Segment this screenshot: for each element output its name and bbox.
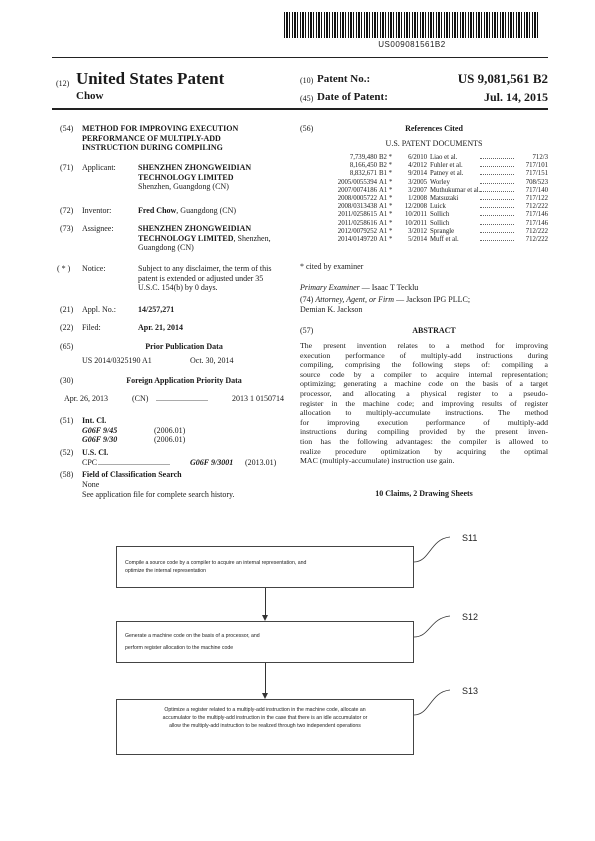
reference-class: 717/122 — [525, 195, 548, 202]
reference-number: 2007/0074186 — [337, 186, 377, 194]
foreign-priority-country: (CN) — [132, 394, 149, 403]
date-of-patent-label: Date of Patent: — [317, 91, 388, 103]
reference-class: 717/101 — [525, 162, 548, 170]
us-cl-label: U.S. Cl. — [82, 448, 109, 457]
reference-date: 1/2008 — [408, 195, 427, 202]
flow-step-leader — [410, 684, 470, 724]
flow-step-box — [116, 699, 414, 755]
tag-12: (12) — [56, 79, 70, 88]
reference-date: 3/2007 — [408, 186, 427, 194]
patent-no-label: Patent No.: — [317, 73, 371, 85]
abstract-line: realize procedure optimization by acquiring the optimal — [300, 446, 548, 456]
foreign-priority-date: Apr. 26, 2013 — [64, 394, 108, 403]
flow-step-text: Generate a machine code on the basis of a processor, and — [125, 633, 260, 639]
reference-class: 717/146 — [525, 219, 548, 227]
int-cl-label: Int. Cl. — [82, 416, 107, 425]
reference-leader — [480, 179, 514, 184]
int-cl-code: G06F 9/45 — [82, 426, 118, 435]
tag-73: (73) — [60, 224, 74, 233]
inventor-short-name: Chow — [76, 90, 104, 102]
patent-number: US 9,081,561 B2 — [457, 71, 548, 86]
inventor-value — [138, 206, 236, 216]
reference-kind: A1 * — [379, 178, 393, 186]
reference-leader — [480, 236, 514, 241]
abstract-line: optimizing; generating a machine code on the basis of a target — [300, 379, 548, 389]
reference-name: Sollich — [430, 219, 450, 227]
tag-65: (65) — [60, 342, 74, 351]
abstract-line: for improving execution performance of multiply-add — [300, 417, 548, 427]
abstract-line: processor, and allocating a physical register to a pseudo- — [300, 388, 548, 398]
flow-step-text: optimize the internal representation — [125, 568, 207, 574]
reference-row — [300, 211, 548, 219]
tag-21: (21) — [60, 305, 74, 314]
reference-date: 3/2005 — [408, 178, 427, 186]
abstract-line: instructions during compiling provided by the present inven- — [300, 427, 548, 437]
flow-step-text: perform register allocation to the machine code — [125, 645, 234, 651]
reference-kind: A1 * — [379, 219, 393, 227]
flow-step-text: Compile a source code by a compiler to acquire an internal representation, and — [125, 560, 307, 566]
date-of-patent: Jul. 14, 2015 — [483, 90, 548, 104]
field-of-search-label: Field of Classification Search — [82, 470, 182, 479]
int-cl-code: G06F 9/30 — [82, 435, 118, 444]
applicant-line: TECHNOLOGY LIMITED — [138, 172, 234, 182]
inventor-location: , Guangdong (CN) — [176, 206, 237, 215]
reference-kind: A1 * — [379, 186, 393, 194]
reference-number: 8,832,671 — [349, 170, 377, 178]
reference-name: Muff et al. — [430, 236, 459, 243]
tag-52: (52) — [60, 448, 74, 457]
notice-text: Subject to any disclaimer, the term of this patent is extended or adjusted under 35 U.S.C. 154(b) by 0 days. — [138, 264, 272, 292]
int-cl-version: (2006.01) — [154, 426, 186, 435]
flow-step-box — [116, 621, 414, 663]
tag-notice: ( * ) — [57, 264, 71, 273]
reference-leader — [480, 220, 514, 225]
flow-step-box — [116, 546, 414, 588]
abstract-text — [300, 341, 548, 466]
tag-51: (51) — [60, 416, 74, 425]
cpc-version: (2013.01) — [245, 458, 277, 467]
reference-name: Fuhler et al. — [430, 162, 463, 170]
attorney: (74) Attorney, Agent, or Firm — Jackson IPG PLLC; — [300, 295, 471, 304]
tag-54: (54) — [60, 124, 74, 133]
filed-value: Apr. 21, 2014 — [138, 323, 184, 332]
reference-kind: B2 * — [379, 162, 393, 170]
assignee-line: Guangdong (CN) — [138, 243, 194, 252]
reference-name: Sollich — [430, 211, 450, 219]
reference-name: Luick — [430, 203, 446, 211]
abstract-line: MAC (multiply-accumulate) instruction use gain. — [300, 456, 455, 466]
tag-58: (58) — [60, 470, 74, 479]
tag-71: (71) — [60, 163, 74, 172]
reference-leader — [480, 228, 514, 233]
reference-number: 7,739,480 — [349, 154, 377, 161]
foreign-priority-heading: Foreign Application Priority Data — [126, 376, 242, 385]
reference-class: 712/3 — [532, 154, 548, 161]
reference-leader — [480, 170, 514, 175]
invention-title-line: METHOD FOR IMPROVING EXECUTION — [82, 124, 239, 133]
reference-number: 2008/0005722 — [337, 195, 377, 202]
reference-date: 4/2012 — [408, 162, 427, 170]
reference-kind: A1 * — [379, 211, 393, 219]
invention-title-line: INSTRUCTION DURING COMPILING — [82, 143, 223, 152]
abstract-line: allocation to multiply-accumulate instructions. The method — [300, 408, 548, 418]
field-of-search-note: See application file for complete search history. — [82, 490, 235, 499]
reference-date: 10/2011 — [404, 211, 427, 219]
reference-kind: A1 * — [379, 203, 393, 211]
reference-class: 712/222 — [525, 203, 548, 211]
reference-row — [300, 203, 548, 211]
reference-leader — [480, 187, 514, 192]
barcode-number: US009081561B2 — [378, 40, 446, 49]
cpc-label: CPC — [82, 458, 98, 467]
us-patent-documents-heading: U.S. PATENT DOCUMENTS — [385, 139, 483, 148]
reference-kind: A1 * — [379, 236, 393, 243]
assignee-label: Assignee: — [82, 224, 114, 233]
assignee-line: TECHNOLOGY LIMITED, Shenzhen, — [138, 233, 271, 243]
abstract-line: execution performance of multiply-add instructions during — [300, 350, 548, 360]
flow-arrow — [265, 588, 266, 615]
flow-step-leader — [410, 610, 470, 650]
tag-30: (30) — [60, 376, 74, 385]
reference-kind: A1 * — [379, 227, 393, 235]
reference-row — [300, 170, 548, 178]
flow-step-text: accumulator to the multiply-add instruction in the case that there is an idle accumulator or — [162, 715, 368, 721]
tag-45: (45) — [300, 94, 314, 103]
foreign-priority-dots: .......................... — [156, 394, 208, 403]
reference-leader — [480, 162, 514, 167]
document-title: United States Patent — [76, 69, 225, 88]
filed-label: Filed: — [82, 323, 101, 332]
appl-no-label: Appl. No.: — [82, 305, 116, 314]
reference-leader — [480, 211, 514, 216]
reference-date: 5/2014 — [408, 236, 427, 243]
prior-publication-number: US 2014/0325190 A1 — [82, 356, 152, 365]
field-of-search-none: None — [82, 480, 100, 489]
reference-number: 8,166,450 — [349, 162, 377, 170]
reference-kind: A1 * — [379, 195, 393, 202]
inventor-label: Inventor: — [82, 206, 112, 215]
header-rule-top — [52, 57, 548, 58]
assignee-line: SHENZHEN ZHONGWEIDIAN — [138, 224, 252, 233]
cpc-dots: .................................... — [98, 458, 170, 467]
abstract-line: register in the machine code; and improving results of register — [300, 398, 548, 408]
applicant-value — [138, 163, 251, 192]
reference-row — [300, 236, 548, 244]
notice-label: Notice: — [82, 264, 106, 273]
int-cl-version: (2006.01) — [154, 435, 186, 444]
reference-date: 9/2014 — [408, 170, 427, 178]
reference-name: Liao et al. — [430, 154, 458, 161]
reference-class: 717/140 — [525, 186, 548, 194]
reference-name: Matsuzaki — [430, 195, 459, 202]
prior-publication-date: Oct. 30, 2014 — [190, 356, 234, 365]
reference-leader — [480, 203, 514, 208]
reference-name: Muthukumar et al. — [430, 186, 481, 194]
reference-number: 2012/0079252 — [337, 227, 377, 235]
reference-leader — [480, 195, 514, 200]
reference-class: 708/523 — [525, 178, 548, 186]
barcode — [284, 12, 540, 38]
reference-kind: B2 * — [379, 154, 393, 161]
reference-kind: B1 * — [379, 170, 393, 178]
flow-arrow — [265, 663, 266, 693]
flow-step-label: S12 — [462, 612, 479, 622]
references-heading: References Cited — [405, 124, 463, 133]
tag-22: (22) — [60, 323, 74, 332]
reference-number: 2005/0055394 — [337, 178, 377, 186]
flow-step-label: S11 — [462, 533, 478, 543]
reference-row — [300, 220, 548, 228]
inventor-name: Fred Chow — [138, 206, 177, 215]
applicant-name: SHENZHEN ZHONGWEIDIAN — [138, 163, 252, 172]
reference-row — [300, 195, 548, 203]
reference-number: 2011/0258615 — [337, 211, 377, 219]
reference-class: 717/146 — [525, 211, 548, 219]
reference-row — [300, 162, 548, 170]
claims-count: 10 Claims, 2 Drawing Sheets — [375, 489, 473, 498]
reference-name: Sprangle — [430, 227, 455, 235]
tag-10: (10) — [300, 76, 314, 85]
applicant-label: Applicant: — [82, 163, 116, 172]
cited-by-examiner: * cited by examiner — [300, 262, 364, 271]
reference-row — [300, 179, 548, 187]
invention-title-line: PERFORMANCE OF MULTIPLY-ADD — [82, 133, 221, 143]
reference-date: 10/2011 — [404, 219, 427, 227]
header-rule-bottom — [52, 108, 548, 110]
reference-row — [300, 228, 548, 236]
abstract-line: tion has the following advantages: the compiler is allowed to — [300, 436, 548, 446]
abstract-line: The present invention relates to a method for improving — [300, 341, 548, 350]
assignee-value — [138, 224, 271, 253]
appl-no-value: 14/257,271 — [138, 305, 175, 314]
tag-72: (72) — [60, 206, 74, 215]
abstract-line: source code by a compiler to acquire internal representation; — [300, 369, 548, 379]
prior-publication-heading: Prior Publication Data — [145, 342, 223, 351]
tag-57: (57) — [300, 326, 314, 335]
abstract-heading: ABSTRACT — [412, 326, 456, 335]
reference-class: 717/151 — [525, 170, 548, 178]
reference-date: 6/2010 — [408, 154, 427, 161]
reference-date: 12/2008 — [404, 203, 427, 211]
primary-examiner: Primary Examiner — Isaac T Tecklu — [300, 283, 419, 292]
foreign-priority-number: 2013 1 0150714 — [232, 394, 284, 403]
reference-number: 2008/0313438 — [337, 203, 377, 211]
reference-number: 2011/0258616 — [337, 219, 377, 227]
reference-class: 712/222 — [525, 227, 548, 235]
applicant-line: Shenzhen, Guangdong (CN) — [138, 182, 229, 191]
reference-number: 2014/0149720 — [337, 236, 377, 243]
reference-leader — [480, 154, 514, 159]
flow-step-text: allow the multiply-add instruction to be realized through two independent operations — [169, 723, 361, 729]
reference-class: 712/222 — [525, 236, 548, 243]
reference-row — [300, 187, 548, 195]
reference-row — [300, 154, 548, 162]
cpc-code: G06F 9/3001 — [190, 458, 234, 467]
tag-56: (56) — [300, 124, 314, 133]
attorney-name: Demian K. Jackson — [300, 305, 363, 314]
flow-step-leader — [410, 531, 470, 571]
reference-name: Patney et al. — [430, 170, 464, 178]
reference-date: 3/2012 — [408, 227, 427, 235]
invention-title — [82, 124, 238, 153]
abstract-line: compiling, comprising the following steps of: compiling a — [300, 360, 548, 370]
flow-step-label: S13 — [462, 686, 479, 696]
flow-step-text: Optimize a register related to a multiply-add instruction in the machine code, allocate an — [164, 707, 366, 713]
reference-name: Worley — [430, 178, 450, 186]
